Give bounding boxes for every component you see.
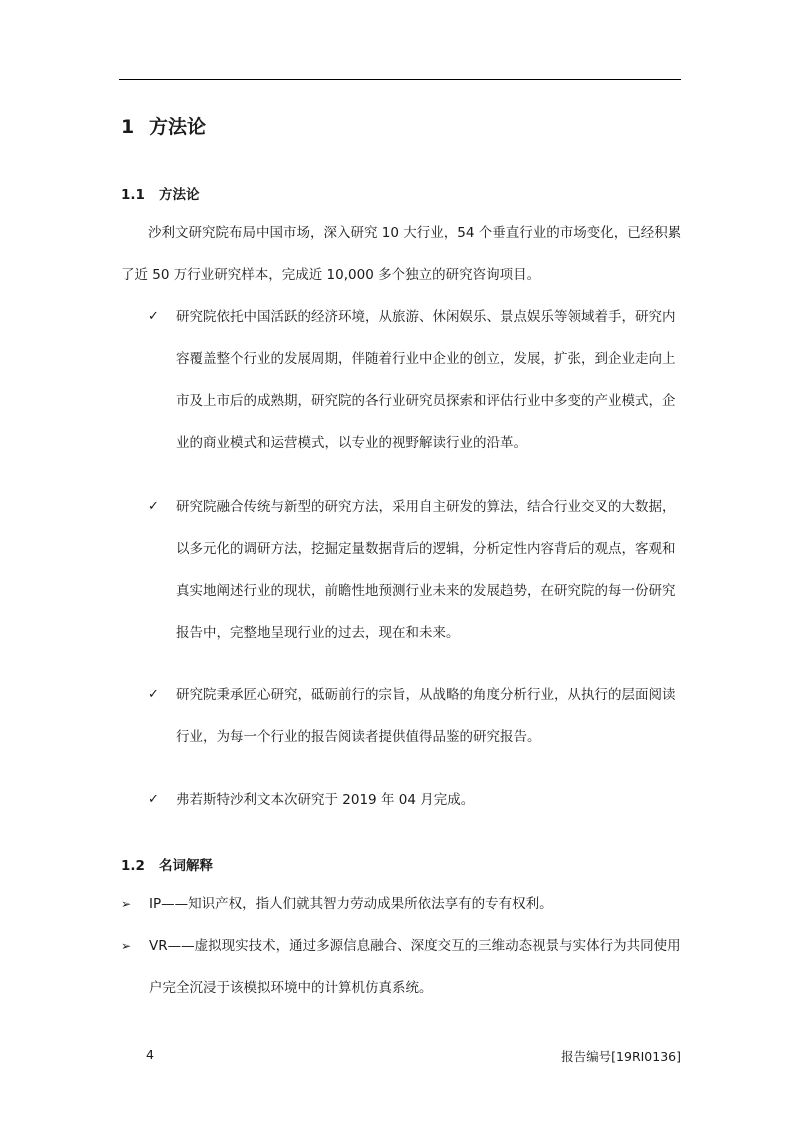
page-number: 4 — [146, 1047, 154, 1062]
check-icon: ✓ — [148, 792, 159, 807]
list-item-text: 研究院融合传统与新型的研究方法，采用自主研发的算法，结合行业交叉的大数据，以多元化的调研方法，挖掘定量数据背后的逻辑，分析定性内容背后的观点，客观和真实地阐述行业的现状，前瞻性地预测行业未来的发展趋势，在研究院的每一份研究报告中，完整地呈现行业的过去，现在和未来。 — [176, 499, 676, 641]
check-icon: ✓ — [148, 687, 159, 702]
section-title: 方法论 — [159, 187, 200, 203]
list-item — [148, 296, 683, 464]
check-icon: ✓ — [148, 499, 159, 514]
section-title: 名词解释 — [159, 858, 213, 874]
list-item-text: 研究院依托中国活跃的经济环境，从旅游、休闲娱乐、景点娱乐等领域着手，研究内容覆盖整个行业的发展周期，伴随着行业中企业的创立，发展，扩张，到企业走向上市及上市后的成熟期，研究院的各行业研究员探索和评估行业中多变的产业模式，企业的商业模式和运营模式，以专业的视野解读行业的沿革。 — [176, 309, 676, 451]
term-item — [121, 925, 683, 1009]
check-icon: ✓ — [148, 309, 159, 324]
chapter-heading — [121, 112, 206, 139]
section-heading-1-2 — [121, 854, 213, 874]
list-item — [148, 674, 683, 758]
term-text: VR——虚拟现实技术，通过多源信息融合、深度交互的三维动态视景与实体行为共同使用户完全沉浸于该模拟环境中的计算机仿真系统。 — [149, 938, 681, 996]
arrow-bullet-icon: ➢ — [121, 939, 132, 953]
header-rule — [119, 79, 681, 80]
intro-paragraph — [121, 212, 683, 296]
list-item — [148, 779, 683, 821]
chapter-number: 1 — [121, 116, 135, 138]
intro-text: 沙利文研究院布局中国市场，深入研究 10 大行业，54 个垂直行业的市场变化，已经积累了近 50 万行业研究样本，完成近 10,000 多个独立的研究咨询项目。 — [121, 225, 682, 283]
arrow-bullet-icon: ➢ — [121, 897, 132, 911]
report-number: 报告编号[19RI0136] — [561, 1049, 681, 1064]
term-item — [121, 883, 683, 925]
section-heading-1-1 — [121, 183, 200, 203]
list-item-text: 研究院秉承匠心研究，砥砺前行的宗旨，从战略的角度分析行业，从执行的层面阅读行业，为每一个行业的报告阅读者提供值得品鉴的研究报告。 — [176, 687, 676, 745]
list-item-text: 弗若斯特沙利文本次研究于 2019 年 04 月完成。 — [176, 792, 475, 808]
term-text: IP——知识产权，指人们就其智力劳动成果所依法享有的专有权利。 — [149, 896, 553, 912]
section-number: 1.1 — [121, 187, 145, 203]
section-number: 1.2 — [121, 858, 145, 874]
chapter-title: 方法论 — [149, 116, 207, 138]
list-item — [148, 486, 683, 654]
